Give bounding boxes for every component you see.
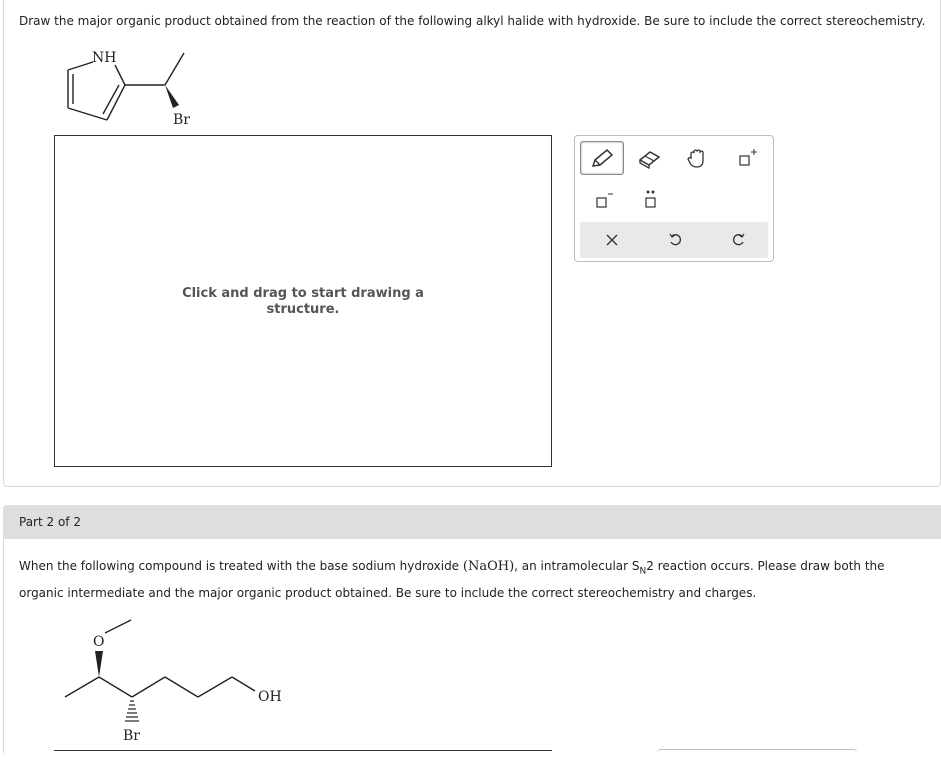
eraser-tool[interactable] <box>629 141 671 175</box>
hand-icon <box>685 147 711 169</box>
part2-toolbar <box>657 749 857 754</box>
pencil-icon <box>589 147 615 169</box>
canvas-hint: Click and drag to start drawing a structure. <box>182 286 424 317</box>
br-label: Br <box>173 112 190 128</box>
part2-header <box>3 505 941 539</box>
hand-tool[interactable] <box>677 141 719 175</box>
nh-label: NH <box>92 50 117 66</box>
part2-text-before: When the following compound is treated with the base sodium hydroxide <box>19 559 463 573</box>
lone-pair-icon <box>637 188 663 210</box>
o-label: O <box>93 634 105 650</box>
pencil-tool[interactable] <box>580 141 624 175</box>
redo-button[interactable] <box>719 224 759 256</box>
negative-charge-tool[interactable] <box>580 182 622 216</box>
part2-molecule <box>55 615 315 753</box>
bromo-ether-alcohol-structure <box>55 615 315 753</box>
part2-text-mid: , an intramolecular S <box>514 559 640 573</box>
part2-text-after: 2 reaction occurs. Please draw both the organic intermediate and the major organic product obtained. Be sure to include the correct stereochemistry and charges. <box>19 559 885 601</box>
plus-charge-icon <box>735 147 761 169</box>
lone-pair-tool[interactable] <box>629 182 671 216</box>
drawing-canvas[interactable] <box>54 135 552 467</box>
clear-button[interactable] <box>592 224 632 256</box>
sn-subscript: N <box>639 566 647 577</box>
positive-charge-tool[interactable] <box>727 141 769 175</box>
redo-icon <box>731 232 747 248</box>
drawing-toolbar <box>574 135 774 262</box>
minus-charge-icon <box>588 188 614 210</box>
part2-title: Part 2 of 2 <box>19 515 81 529</box>
undo-button[interactable] <box>655 224 695 256</box>
br-label-2: Br <box>123 728 140 744</box>
part1-molecule <box>55 45 215 135</box>
oh-label: OH <box>258 689 282 705</box>
pyrrole-bromide-structure <box>55 45 215 135</box>
naoh-formula: (NaOH) <box>462 559 515 574</box>
action-bar <box>580 222 768 258</box>
part1-question: Draw the major organic product obtained from the reaction of the following alkyl halide with hydroxide. Be sure to include the correct stereochemistry. <box>19 14 926 28</box>
part2-question <box>19 555 924 604</box>
part2-drawing-canvas[interactable] <box>54 750 552 754</box>
eraser-icon <box>637 147 663 169</box>
close-icon <box>604 232 620 248</box>
undo-icon <box>667 232 683 248</box>
